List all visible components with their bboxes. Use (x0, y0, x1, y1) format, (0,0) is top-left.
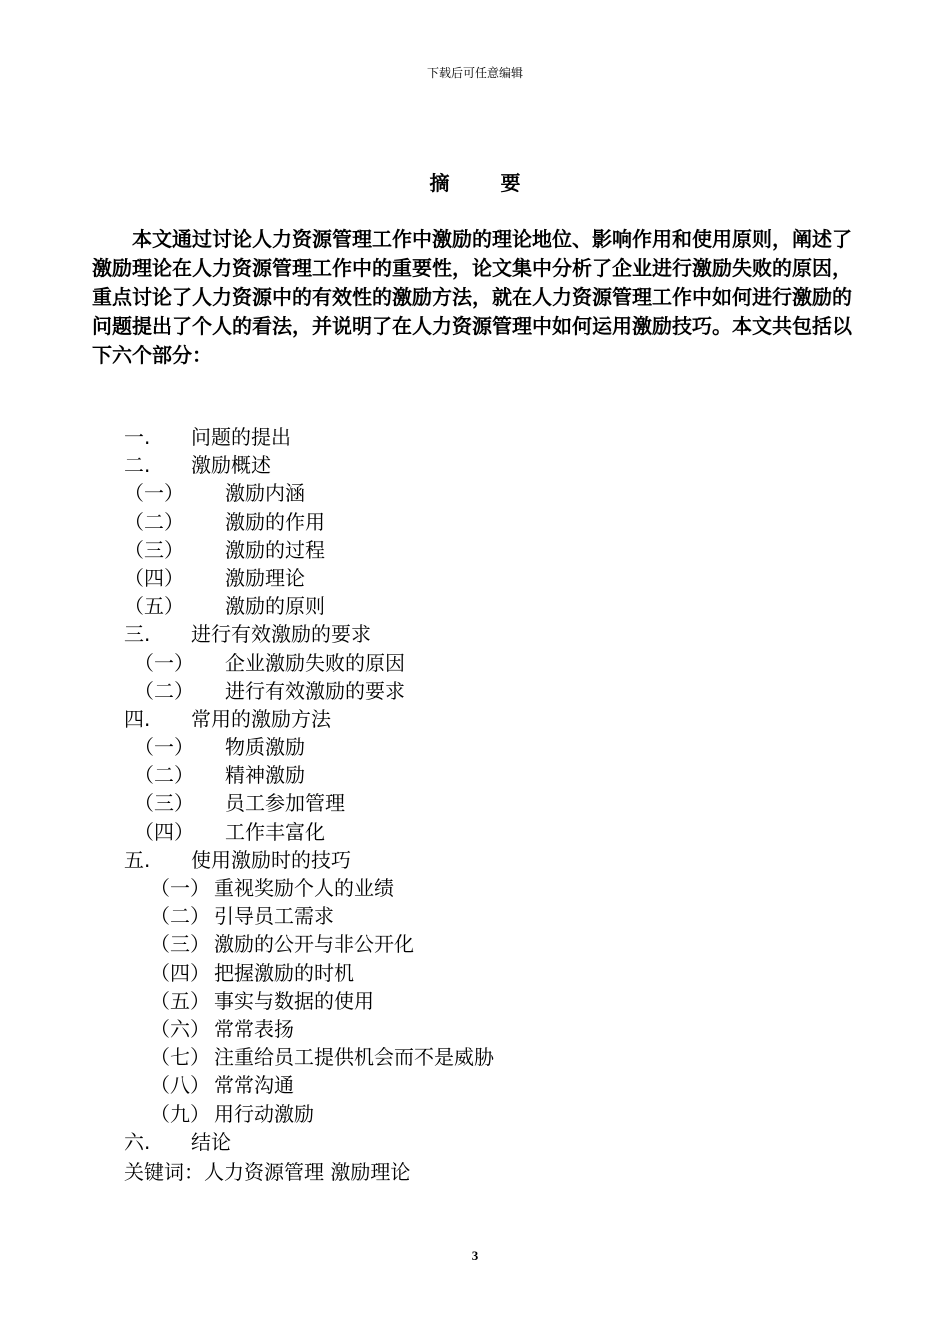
toc-item (0, 1128, 950, 1156)
toc-item-text: 注重给员工提供机会而不是威胁 (214, 1045, 494, 1070)
toc-item (0, 649, 950, 677)
toc-item-text: 使用激励时的技巧 (191, 847, 351, 872)
toc-item-number: （五） (124, 594, 184, 619)
toc-item-text: 工作丰富化 (225, 819, 325, 844)
toc-item (0, 846, 950, 874)
toc-item (0, 564, 950, 592)
toc-item-text: 激励的原则 (225, 594, 325, 619)
toc-item-text: 把握激励的时机 (214, 960, 354, 985)
toc-item (0, 536, 950, 564)
toc-item-number: （三） (134, 791, 194, 816)
toc-item (0, 959, 950, 987)
toc-item-number: 四. (124, 706, 151, 731)
toc-item-number: （七） (150, 1045, 210, 1070)
page-header: 下载后可任意编辑 (426, 66, 523, 80)
toc-item-text: 引导员工需求 (214, 904, 334, 929)
toc-item-text: 用行动激励 (214, 1101, 314, 1126)
toc-item-number: （一） (134, 735, 194, 760)
toc-item-text: 精神激励 (225, 763, 305, 788)
toc-item-text: 重视奖励个人的业绩 (214, 876, 394, 900)
toc-item-number: （四） (124, 565, 184, 590)
toc-item-number: （三） (150, 932, 210, 957)
keywords-line: 关键词：人力资源管理 激励理论 (124, 1160, 411, 1184)
toc-item-text: 激励概述 (191, 453, 271, 478)
toc-item (0, 1015, 950, 1043)
toc-item-number: （三） (124, 537, 184, 562)
toc-item-text: 激励的过程 (225, 537, 325, 562)
toc-item (0, 423, 950, 451)
toc-item (0, 902, 950, 930)
page-number: 3 (471, 1248, 479, 1263)
toc-item-number: 二. (124, 453, 151, 478)
toc-item (0, 761, 950, 789)
toc-item-number: （一） (150, 876, 210, 900)
toc-item-text: 常常表扬 (214, 1016, 294, 1041)
toc-item-text: 进行有效激励的要求 (225, 678, 405, 703)
table-of-contents (0, 423, 950, 1156)
toc-item (0, 818, 950, 846)
toc-item-number: 五. (124, 847, 151, 872)
toc-item-number: 一. (124, 425, 151, 449)
abstract-title: 摘 要 (429, 171, 543, 195)
toc-item-number: （四） (134, 819, 194, 844)
toc-item (0, 1043, 950, 1071)
toc-item-number: （四） (150, 960, 210, 985)
toc-item-text: 激励的公开与非公开化 (214, 932, 414, 957)
toc-item-number: （一） (124, 481, 184, 506)
toc-item-text: 常常沟通 (214, 1073, 294, 1098)
toc-item-text: 结论 (191, 1129, 231, 1154)
toc-item (0, 733, 950, 761)
toc-item-text: 事实与数据的使用 (214, 988, 374, 1013)
toc-item (0, 620, 950, 648)
toc-item-number: （二） (150, 904, 210, 929)
toc-item (0, 874, 950, 902)
toc-item-number: 六. (124, 1129, 151, 1154)
toc-item (0, 1100, 950, 1128)
toc-item (0, 705, 950, 733)
toc-item-number: （八） (150, 1073, 210, 1098)
toc-item (0, 930, 950, 958)
toc-item-number: （六） (150, 1016, 210, 1041)
toc-item (0, 987, 950, 1015)
toc-item (0, 592, 950, 620)
toc-item (0, 789, 950, 817)
toc-item (0, 1071, 950, 1099)
toc-item-text: 企业激励失败的原因 (225, 650, 405, 675)
toc-item-number: （五） (150, 988, 210, 1013)
toc-item-number: （一） (134, 650, 194, 675)
toc-item-text: 常用的激励方法 (191, 706, 331, 731)
toc-item-number: （九） (150, 1101, 210, 1126)
toc-item-text: 进行有效激励的要求 (191, 622, 371, 647)
toc-item-number: （二） (124, 509, 184, 534)
toc-item-number: （二） (134, 678, 194, 703)
toc-item (0, 677, 950, 705)
toc-item-number: 三. (124, 622, 151, 647)
toc-item (0, 451, 950, 479)
toc-item-text: 物质激励 (225, 735, 305, 760)
toc-item-text: 问题的提出 (191, 425, 291, 449)
toc-item-text: 员工参加管理 (225, 791, 345, 816)
toc-item (0, 479, 950, 507)
abstract-paragraph: 本文通过讨论人力资源管理工作中激励的理论地位、影响作用和使用原则，阐述了激励理论在人力资源管理工作中的重要性，论文集中分析了企业进行激励失败的原因，重点讨论了人力资源中的有效性的激励方法，就在人力资源管理工作中如何进行激励的问题提出了个人的看法，并说明了在人力资源管理中如何运用激励技巧。本文共包括以下六个部分： (92, 227, 852, 367)
toc-item-number: （二） (134, 763, 194, 788)
toc-item (0, 508, 950, 536)
toc-item-text: 激励内涵 (225, 481, 305, 506)
toc-item-text: 激励理论 (225, 565, 305, 590)
toc-item-text: 激励的作用 (225, 509, 325, 534)
